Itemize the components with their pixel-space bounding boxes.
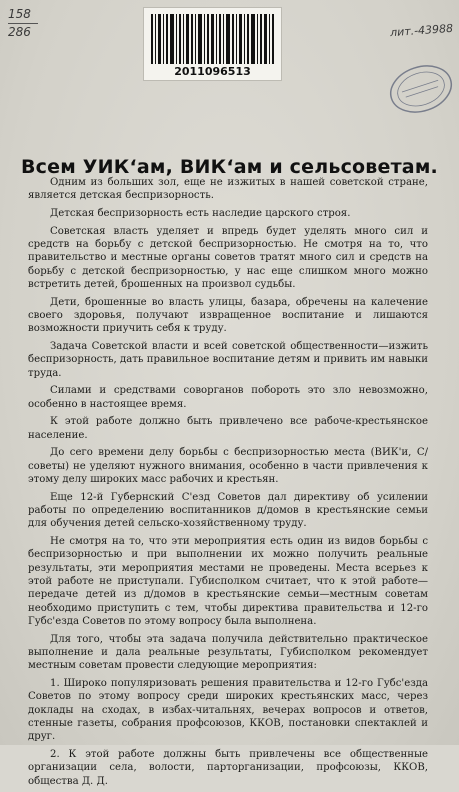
- paragraph: Еще 12-й Губернский С'езд Советов дал директиву об усилении работы по определению воспитанников д/домов в крестьянские семьи для обучения детей сельско-хозяйственному труду.: [28, 491, 428, 530]
- handwritten-shelfmark: [8, 6, 38, 41]
- paragraph: Задача Советской власти и всей советской общественности—изжить беспризорность, дать правильное воспитание детям и привить им навыки труда.: [28, 340, 428, 379]
- paragraph: Не смотря на то, что эти мероприятия есть один из видов борьбы с беспризорностью и при выполнении их можно получить реальные результаты, эти мероприятия местами не проведены. Места всерьез к этой работе не приступали. Губисполком считает, что к этой работе—передаче детей из д/домов в крестьянские семьи—местным советам необходимо приступить с тем, чтобы директива правительства и 12-го Губс'езда Советов по этому вопросу была выполнена.: [28, 535, 428, 627]
- list-item: 1. Широко популяризовать решения правительства и 12-го Губс'езда Советов по этому вопросу среди широких крестьянских масс, через доклады на сходах, в избах-читальнях, вечерах вопросов и ответов, стенные газеты, собрания профсоюзов, ККОВ, постановки спектаклей и друг.: [28, 677, 428, 743]
- barcode-number: 2011096513: [174, 65, 251, 78]
- shelfmark-line-2: 286: [8, 23, 38, 41]
- library-stamp: [382, 55, 459, 123]
- barcode-label: [143, 7, 282, 81]
- document-title: Всем УИК‘ам, ВИК‘ам и сельсоветам.: [21, 155, 438, 178]
- shelfmark-line-1: 158: [8, 7, 31, 21]
- barcode-icon: [151, 14, 274, 64]
- paragraph: Силами и средствами соворганов побороть это зло невозможно, особенно в настоящее время.: [28, 385, 428, 410]
- paragraph: Для того, чтобы эта задача получила действительно практическое выполнение и дала реальные результаты, Губисполком рекомендует местным советам провести следующие мероприятия:: [28, 633, 428, 672]
- document-body: [28, 176, 428, 792]
- paragraph: К этой работе должно быть привлечено все рабоче-крестьянское население.: [28, 416, 428, 441]
- paragraph: До сего времени делу борьбы с беспризорностью места (ВИК'и, С/советы) не уделяют нужного внимания, особенно в части привлечения к этому делу широких масс рабочих и крестьян.: [28, 447, 428, 485]
- paragraph: Детская беспризорность есть наследие царского строя.: [50, 207, 351, 219]
- handwritten-catalog-number: лит.-43988: [389, 21, 454, 40]
- paragraph: Дети, брошенные во власть улицы, базара, обречены на калечение своего здоровья, получают извращенное воспитание и лишаются возможности приучить себя к труду.: [28, 296, 428, 335]
- paragraph: Советская власть уделяет и впредь будет уделять много сил и средств на борьбу с детской беспризорностью. Не смотря на то, что правительство и местные органы советов тратят много сил и средств на борьбу с детской беспризорностью, у нас еще слишком много можно встретить детей, брошенных на произвол судьбы.: [28, 225, 428, 290]
- paragraph: Одним из больших зол, еще не изжитых в нашей советской стране, является детская беспризорность.: [28, 177, 428, 202]
- list-item: 2. К этой работе должны быть привлечены все общественные организации села, волости, парторганизации, профсоюзы, ККОВ, общества Д. Д.: [28, 748, 428, 787]
